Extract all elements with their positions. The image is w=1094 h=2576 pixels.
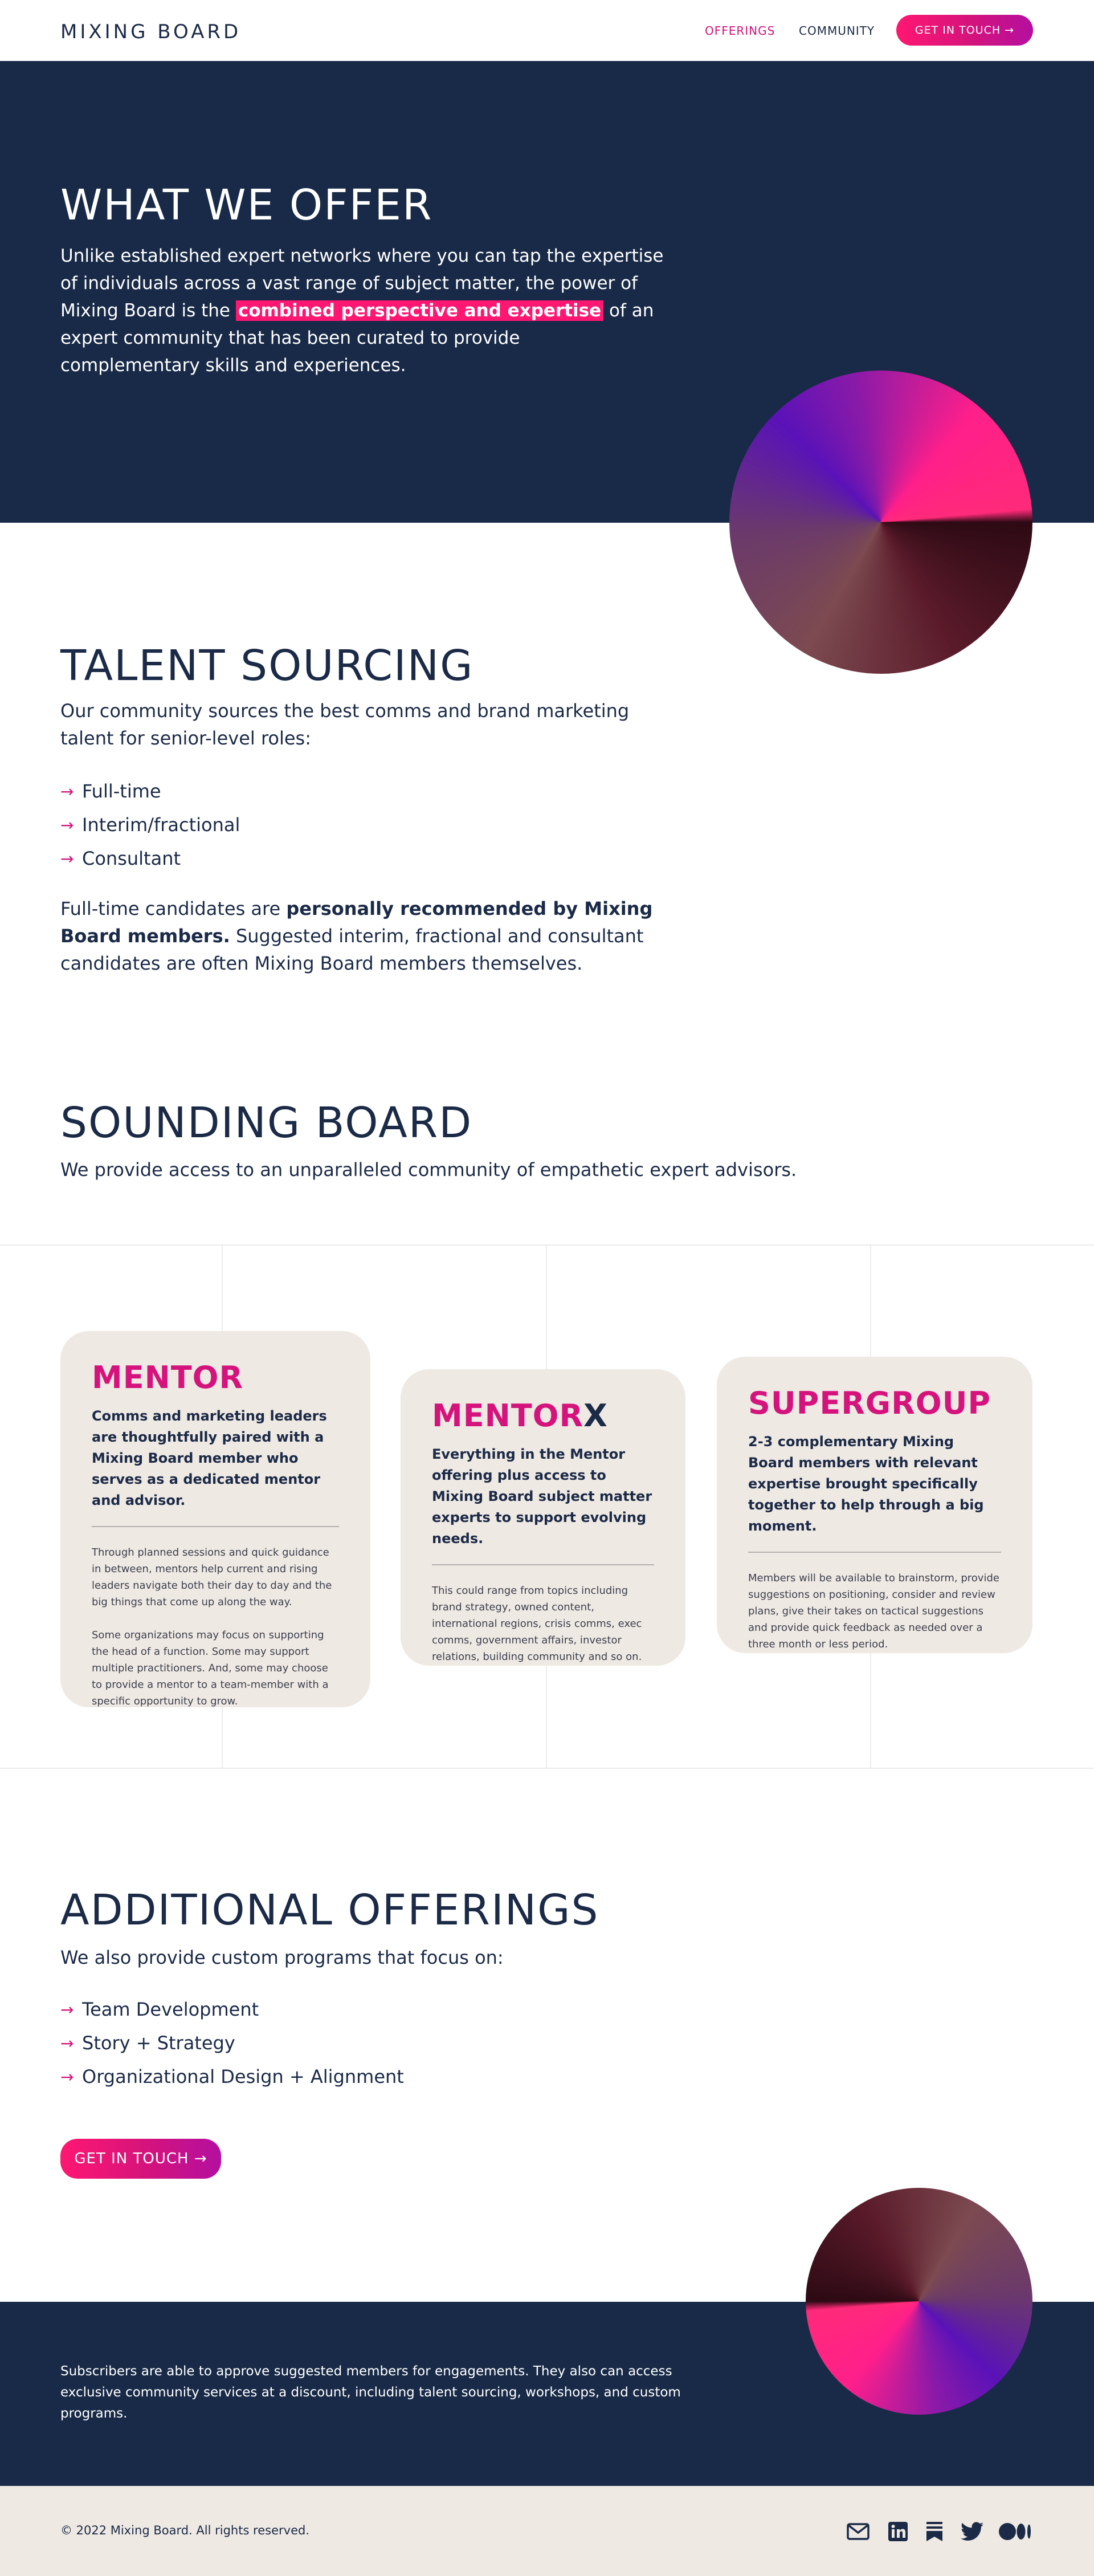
card-title [748, 1385, 1001, 1421]
card-divider [432, 1564, 654, 1565]
medium-icon[interactable] [998, 2520, 1032, 2543]
additional-offerings-title: ADDITIONAL OFFERINGS [60, 1886, 599, 1935]
list-item-label: Team Development [82, 1999, 259, 2020]
gradient-orb-decoration [729, 371, 1032, 674]
list-item [60, 808, 240, 842]
card-divider [92, 1526, 339, 1527]
list-item-label: Consultant [82, 848, 181, 869]
hero-title: WHAT WE OFFER [60, 181, 433, 230]
hero-text-highlight: combined perspective and expertise [236, 300, 603, 321]
arrow-right-icon: → [60, 849, 74, 868]
card-body [748, 1570, 1001, 1653]
email-icon[interactable] [847, 2520, 870, 2543]
arrow-right-icon: → [60, 2068, 74, 2086]
card-paragraph: Through planned sessions and quick guidance in between, mentors help current and rising leaders navigate both their day to day and the big things that come up along the way. [92, 1547, 332, 1608]
hero-text [60, 242, 664, 379]
talent-role-list [60, 775, 240, 876]
linkedin-icon[interactable] [887, 2520, 909, 2543]
arrow-right-icon: → [60, 782, 74, 801]
card-body [92, 1544, 339, 1710]
copyright-text: © 2022 Mixing Board. All rights reserved. [60, 2524, 310, 2537]
talent-note-end: Suggested interim, fractional and consultant candidates are often Mixing Board members themselves. [60, 925, 644, 974]
mentor-card [60, 1331, 370, 1707]
card-lead: 2-3 complementary Mixing Board members with relevant expertise brought specifically together to help through a big moment. [748, 1434, 984, 1534]
gradient-orb-decoration [806, 2188, 1032, 2415]
hero-text-start: Unlike established expert networks where you can tap the expertise of individuals across a vast range of subject matter, the power of Mixing Board is the [60, 246, 664, 321]
card-divider [748, 1552, 1001, 1553]
additional-offerings-intro: We also provide custom programs that focus on: [60, 1947, 504, 1968]
nav-community-link[interactable]: COMMUNITY [799, 24, 875, 38]
list-item [60, 842, 240, 876]
sounding-board-title: SOUNDING BOARD [60, 1098, 473, 1147]
list-item [60, 2026, 404, 2060]
arrow-right-icon: → [60, 2034, 74, 2053]
card-title [92, 1360, 339, 1395]
card-paragraph: Some organizations may focus on supporting the head of a function. Some may support multiple practitioners. And, some may choose to provide a mentor to a team-member with a specific opportunity to grow. [92, 1629, 329, 1707]
talent-note-start: Full-time candidates are [60, 898, 287, 919]
card-lead: Comms and marketing leaders are thoughtfully paired with a Mixing Board member who serves as a dedicated mentor and advisor. [92, 1408, 327, 1508]
nav-offerings-link[interactable]: OFFERINGS [705, 24, 775, 38]
header-get-in-touch-button[interactable]: GET IN TOUCH → [896, 15, 1033, 46]
list-item-label: Interim/fractional [82, 814, 240, 836]
talent-title: TALENT SOURCING [60, 641, 474, 690]
talent-note-bold: personally recommended by Mixing Board members. [60, 898, 653, 947]
arrow-right-icon: → [60, 816, 74, 835]
substack-icon[interactable] [923, 2520, 946, 2543]
twitter-icon[interactable] [961, 2520, 983, 2543]
sounding-board-intro: We provide access to an unparalleled community of empathetic expert advisors. [60, 1159, 797, 1181]
talent-note [60, 895, 664, 977]
supergroup-card [717, 1357, 1032, 1653]
list-item-label: Organizational Design + Alignment [82, 2066, 404, 2087]
logo[interactable]: MIXING BOARD [60, 21, 242, 43]
arrow-right-icon: → [60, 2000, 74, 2019]
talent-intro: Our community sources the best comms and brand marketing talent for senior-level roles: [60, 700, 630, 749]
site-footer [0, 2486, 1094, 2576]
card-title-text: MENTOR [432, 1398, 584, 1434]
card-body [432, 1582, 654, 1665]
card-title-text: MENTOR [92, 1360, 244, 1395]
additional-offerings-list [60, 1993, 404, 2094]
subscribers-text: Subscribers are able to approve suggested members for engagements. They also can access exclusive community services at a discount, including talent sourcing, workshops, and custom programs. [60, 2364, 681, 2421]
list-item-label: Full-time [82, 780, 161, 802]
list-item-label: Story + Strategy [82, 2032, 235, 2054]
card-title [432, 1398, 654, 1434]
hero-text-end: of an expert community that has been curated to provide complementary skills and experiences. [60, 300, 654, 376]
list-item [60, 1993, 404, 2026]
card-paragraph: Members will be available to brainstorm, provide suggestions on positioning, consider and review plans, give their takes on tactical suggestions and provide quick feedback as needed over a three month or less period. [748, 1572, 999, 1650]
card-lead: Everything in the Mentor offering plus access to Mixing Board subject matter experts to support evolving needs. [432, 1446, 652, 1547]
get-in-touch-button[interactable]: GET IN TOUCH → [60, 2139, 221, 2179]
card-title-suffix: X [583, 1398, 608, 1434]
mentorx-card [401, 1369, 685, 1666]
card-paragraph: This could range from topics including brand strategy, owned content, international regions, crisis comms, exec comms, government affairs, investor relations, building community and so on. [432, 1585, 642, 1663]
list-item [60, 2060, 404, 2094]
site-header [0, 0, 1094, 61]
card-title-text: SUPERGROUP [748, 1385, 991, 1421]
list-item [60, 775, 240, 808]
